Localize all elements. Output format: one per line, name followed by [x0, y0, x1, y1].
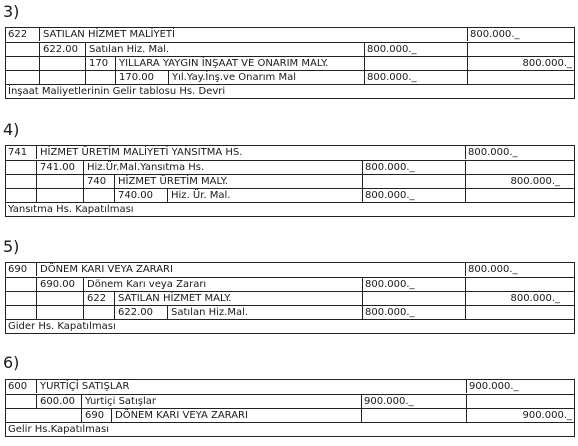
- credit-total: 800.000._: [467, 57, 574, 70]
- debit-code: 622: [8, 29, 28, 40]
- credit-main-row: [6, 174, 574, 188]
- debit-sub-code: 690.00: [36, 278, 75, 291]
- journal-entry-3: [5, 27, 575, 99]
- description-row: [6, 422, 574, 436]
- debit-main-row: [6, 28, 574, 42]
- credit-name: DÖNEM KARI VEYA ZARARI: [111, 409, 248, 422]
- debit-name: DÖNEM KARI VEYA ZARARI: [36, 263, 173, 276]
- debit-total: 900.000._: [466, 380, 519, 393]
- column-divider: [83, 189, 84, 202]
- credit-name: SATILAN HİZMET MALY.: [114, 292, 231, 305]
- column-divider: [361, 409, 362, 422]
- debit-total: 800.000._: [465, 263, 518, 276]
- entry-number: 4): [3, 120, 20, 139]
- debit-code: 600: [8, 381, 28, 392]
- column-divider: [467, 71, 468, 84]
- credit-main-row: [6, 408, 574, 422]
- entry-description: Gelir Hs.Kapatılması: [8, 424, 109, 435]
- description-row: [6, 202, 574, 216]
- debit-sub-name: Yurtiçi Satışlar: [81, 395, 156, 408]
- journal-entry-5: [5, 262, 575, 334]
- column-divider: [36, 292, 37, 305]
- entry-number: 5): [3, 237, 20, 256]
- debit-name: SATILAN HİZMET MALİYETİ: [39, 28, 175, 41]
- column-divider: [39, 57, 40, 70]
- debit-sub-code: 600.00: [36, 395, 75, 408]
- credit-name: HİZMET ÜRETİM MALY.: [114, 175, 228, 188]
- credit-sub-row: [6, 70, 574, 84]
- credit-total: 800.000._: [465, 175, 574, 188]
- debit-sub-code: 622.00: [39, 43, 78, 56]
- credit-code: 690: [81, 409, 104, 422]
- entry-number: 6): [3, 353, 20, 372]
- credit-sub-amount: 800.000._: [362, 306, 415, 319]
- debit-name: HİZMET ÜRETİM MALİYETİ YANSITMA HS.: [36, 146, 242, 159]
- description-row: [6, 84, 574, 98]
- journal-entry-6: [5, 379, 575, 437]
- column-divider: [36, 306, 37, 319]
- credit-sub-code: 622.00: [114, 306, 153, 319]
- debit-sub-name: Satılan Hiz. Mal.: [85, 43, 169, 56]
- debit-sub-amount: 800.000._: [362, 278, 415, 291]
- debit-sub-name: Dönem Karı veya Zararı: [83, 278, 206, 291]
- column-divider: [467, 43, 468, 56]
- credit-sub-code: 740.00: [114, 189, 153, 202]
- column-divider: [36, 189, 37, 202]
- journal-entry-4: [5, 145, 575, 217]
- debit-code: 741: [8, 147, 28, 158]
- debit-code: 690: [8, 264, 28, 275]
- debit-total: 800.000._: [467, 28, 520, 41]
- credit-sub-name: Hiz. Ür. Mal.: [167, 189, 231, 202]
- credit-sub-row: [6, 305, 574, 319]
- entry-description: Yansıtma Hs. Kapatılması: [8, 204, 134, 215]
- debit-sub-amount: 900.000._: [361, 395, 414, 408]
- entry-description: Gider Hs. Kapatılması: [8, 321, 116, 332]
- credit-sub-row: [6, 188, 574, 202]
- credit-main-row: [6, 56, 574, 70]
- debit-sub-row: [6, 160, 574, 174]
- column-divider: [465, 306, 466, 319]
- debit-sub-name: Hiz.Ür.Mal.Yansıtma Hs.: [83, 161, 204, 174]
- column-divider: [83, 306, 84, 319]
- debit-sub-row: [6, 277, 574, 291]
- credit-main-row: [6, 291, 574, 305]
- credit-sub-amount: 800.000._: [364, 71, 417, 84]
- column-divider: [36, 175, 37, 188]
- entry-number: 3): [3, 2, 20, 21]
- column-divider: [465, 161, 466, 174]
- debit-name: YURTİÇİ SATIŞLAR: [36, 380, 129, 393]
- credit-sub-code: 170.00: [115, 71, 154, 84]
- debit-sub-code: 741.00: [36, 161, 75, 174]
- debit-total: 800.000._: [465, 146, 518, 159]
- credit-total: 800.000._: [465, 292, 574, 305]
- debit-sub-row: [6, 394, 574, 408]
- debit-sub-row: [6, 42, 574, 56]
- credit-code: 740: [83, 175, 106, 188]
- debit-main-row: [6, 380, 574, 394]
- column-divider: [362, 175, 363, 188]
- debit-main-row: [6, 146, 574, 160]
- credit-total: 900.000._: [466, 409, 574, 422]
- column-divider: [85, 71, 86, 84]
- column-divider: [466, 395, 467, 408]
- debit-sub-amount: 800.000._: [362, 161, 415, 174]
- column-divider: [364, 57, 365, 70]
- column-divider: [39, 71, 40, 84]
- description-row: [6, 319, 574, 333]
- credit-name: YILLARA YAYGIN İNŞAAT VE ONARIM MALY.: [115, 57, 328, 70]
- column-divider: [362, 292, 363, 305]
- debit-sub-amount: 800.000._: [364, 43, 417, 56]
- entry-description: İnşaat Maliyetlerinin Gelir tablosu Hs. Devri: [8, 86, 226, 97]
- column-divider: [465, 189, 466, 202]
- credit-code: 622: [83, 292, 106, 305]
- credit-sub-name: Yıl.Yay.İnş.ve Onarım Mal: [168, 71, 296, 84]
- column-divider: [465, 278, 466, 291]
- credit-code: 170: [85, 57, 108, 70]
- credit-sub-name: Satılan Hiz.Mal.: [167, 306, 248, 319]
- credit-sub-amount: 800.000._: [362, 189, 415, 202]
- debit-main-row: [6, 263, 574, 277]
